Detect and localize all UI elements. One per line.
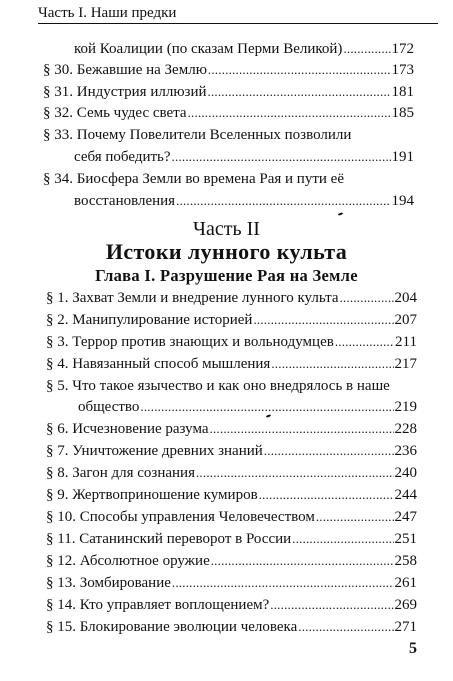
- toc-entry-page: 251: [394, 531, 417, 547]
- toc-entry-label: § 15. Блокирование эволюции человека: [46, 619, 298, 635]
- leader-dots: [211, 552, 394, 570]
- toc-entry: [46, 289, 417, 307]
- toc-entry-label: § 2. Манипулирование историей: [46, 312, 253, 328]
- toc-entry-page: 228: [394, 421, 417, 437]
- toc-entry: [74, 40, 414, 58]
- leader-dots: [271, 355, 393, 373]
- toc-entry: [46, 530, 417, 548]
- toc-entry-page: 181: [391, 84, 414, 100]
- toc-entry: [46, 442, 417, 460]
- toc-entry-label: § 5. Что такое язычество и как оно внедрялось в наше: [46, 378, 390, 394]
- leader-dots: [292, 530, 393, 548]
- toc-entry-label: § 13. Зомбирование: [46, 575, 171, 591]
- toc-entry-label: § 33. Почему Повелители Вселенных позволили: [43, 127, 352, 143]
- toc-entry-page: 207: [394, 312, 417, 328]
- toc-entry-page: 204: [394, 290, 417, 306]
- leader-dots: [208, 83, 391, 101]
- part-heading: Часть II: [193, 218, 260, 240]
- toc-entry-page: 244: [394, 487, 417, 503]
- toc-entry: [46, 333, 417, 351]
- toc-entry: [46, 464, 417, 482]
- toc-entry-label: § 7. Уничтожение древних знаний: [46, 443, 263, 459]
- chapter-title: Глава I. Разрушение Рая на Земле: [95, 266, 358, 285]
- leader-dots: [264, 442, 394, 460]
- toc-entry: [43, 61, 414, 79]
- toc-entry-page: 247: [394, 509, 417, 525]
- leader-dots: [176, 192, 390, 210]
- toc-entry-label: § 12. Абсолютное оружие: [46, 553, 210, 569]
- toc-entry: [43, 104, 414, 122]
- leader-dots: [316, 508, 394, 526]
- toc-entry-label: § 31. Индустрия иллюзий: [43, 84, 207, 100]
- toc-entry-page: 269: [394, 597, 417, 613]
- toc-entry-page: 258: [394, 553, 417, 569]
- toc-entry: [46, 596, 417, 614]
- toc-entry-page: 191: [391, 149, 414, 165]
- leader-dots: [172, 148, 391, 166]
- toc-entry: [78, 398, 417, 416]
- leader-dots: [188, 104, 391, 122]
- toc-entry-label: § 11. Сатанинский переворот в России: [46, 531, 292, 547]
- toc-entry-page: 240: [394, 465, 417, 481]
- leader-dots: [259, 486, 394, 504]
- toc-entry: [43, 83, 414, 101]
- scan-speck: [266, 414, 271, 418]
- toc-entry-label: кой Коалиции (по сказам Перми Великой): [74, 41, 343, 57]
- toc-entry-page: 217: [394, 356, 417, 372]
- toc-entry-page: 173: [391, 62, 414, 78]
- toc-entry: [46, 486, 417, 504]
- leader-dots: [335, 333, 394, 351]
- toc-entry: [74, 148, 414, 166]
- toc-entry-label: § 34. Биосфера Земли во времена Рая и пути её: [43, 171, 344, 187]
- leader-dots: [208, 61, 391, 79]
- toc-entry-label: § 1. Захват Земли и внедрение лунного культа: [46, 290, 339, 306]
- toc-entry-label: общество: [78, 399, 140, 415]
- leader-dots: [172, 574, 394, 592]
- leader-dots: [343, 40, 390, 58]
- toc-entry-page: 211: [395, 334, 417, 350]
- toc-entry: [46, 552, 417, 570]
- toc-entry-page: 261: [394, 575, 417, 591]
- leader-dots: [298, 618, 393, 636]
- leader-dots: [140, 398, 393, 416]
- toc-entry-label: восстановления: [74, 193, 176, 209]
- toc-entry: [74, 192, 414, 210]
- toc-entry-page: 194: [391, 193, 414, 209]
- toc-entry-label: § 6. Исчезновение разума: [46, 421, 209, 437]
- toc-entry: [46, 574, 417, 592]
- toc-entry-label: себя победить?: [74, 149, 171, 165]
- part-title: Истоки лунного культа: [105, 239, 348, 264]
- toc-entry-page: 236: [394, 443, 417, 459]
- toc-entry-label: § 9. Жертвоприношение кумиров: [46, 487, 258, 503]
- running-head: Часть I. Наши предки: [38, 4, 438, 24]
- toc-entry-page: 219: [394, 399, 417, 415]
- toc-entry-label: § 30. Бежавшие на Землю: [43, 62, 207, 78]
- toc-entry-page: 185: [391, 105, 414, 121]
- toc-entry-label: § 32. Семь чудес света: [43, 105, 187, 121]
- toc-entry: [46, 508, 417, 526]
- leader-dots: [196, 464, 394, 482]
- toc-entry-label: § 4. Навязанный способ мышления: [46, 356, 271, 372]
- scan-speck: [338, 212, 343, 216]
- toc-entry-label: § 8. Загон для сознания: [46, 465, 195, 481]
- toc-entry-label: § 10. Способы управления Человечеством: [46, 509, 315, 525]
- toc-entry-label: § 14. Кто управляет воплощением?: [46, 597, 270, 613]
- toc-entry: [46, 420, 417, 438]
- leader-dots: [270, 596, 393, 614]
- toc-entry-label: § 3. Террор против знающих и вольнодумцев: [46, 334, 334, 350]
- page-number: 5: [409, 640, 417, 657]
- toc-entry: [46, 618, 417, 636]
- leader-dots: [253, 311, 393, 329]
- leader-dots: [340, 289, 394, 307]
- toc-entry-page: 271: [394, 619, 417, 635]
- toc-entry: [46, 311, 417, 329]
- leader-dots: [210, 420, 394, 438]
- toc-entry: [46, 355, 417, 373]
- toc-entry-page: 172: [391, 41, 414, 57]
